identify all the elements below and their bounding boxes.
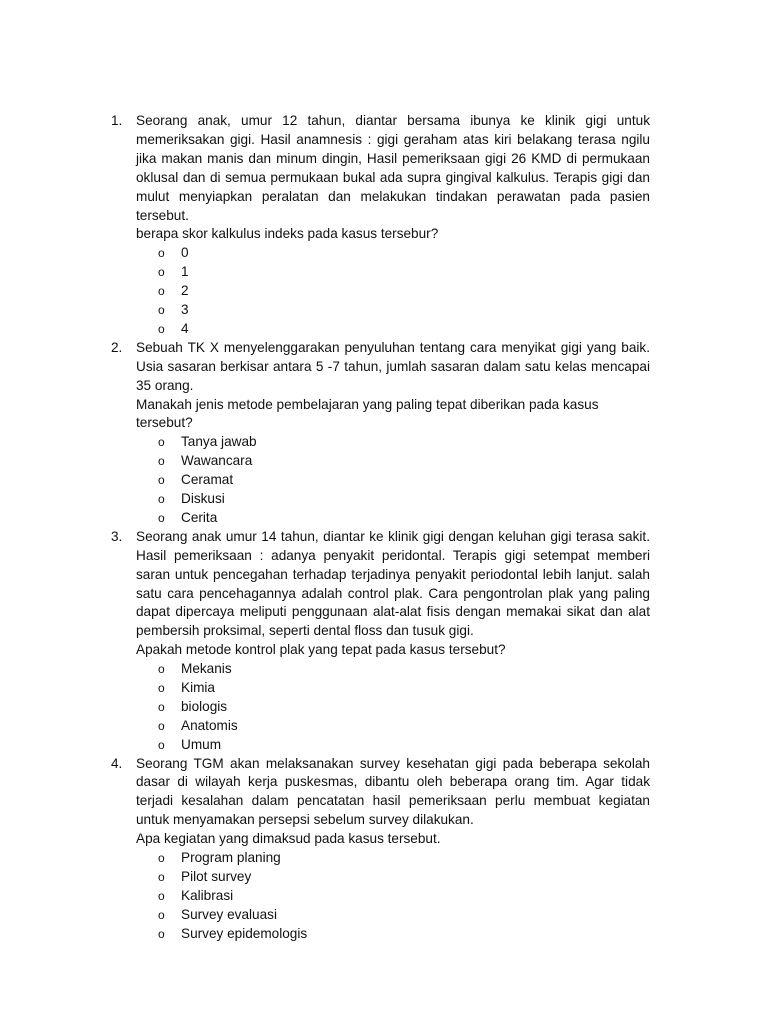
- answer-option: [136, 906, 650, 925]
- answer-option: [136, 925, 650, 944]
- answer-option: [136, 282, 650, 301]
- answer-option: [136, 509, 650, 528]
- question-item-2: [0, 339, 768, 528]
- question-text: Seorang anak, umur 12 tahun, diantar bersama ibunya ke klinik gigi untuk memeriksakan gigi. Hasil anamnesis : gigi geraham atas kiri belakang terasa ngilu jika makan manis dan minum dingin, Hasil pemeriksaan gigi 26 KMD di permukaan oklusal dan di semua permukaan bukal ada supra gingival kalkulus. Terapis gigi dan mulut menyiapkan peralatan dan melakukan tindakan perawatan pada pasien tersebut.: [136, 113, 650, 223]
- answer-option-label: 3: [181, 302, 189, 318]
- answer-option-label: Anatomis: [181, 717, 238, 733]
- answer-option: [136, 849, 650, 868]
- circle-bullet-icon: o: [158, 435, 165, 450]
- question-prompt: Manakah jenis metode pembelajaran yang paling tepat diberikan pada kasus tersebut?: [136, 396, 599, 431]
- answer-option-label: Survey evaluasi: [181, 906, 277, 922]
- question-list: [0, 112, 768, 944]
- answer-option: [136, 244, 650, 263]
- answer-option: [136, 263, 650, 282]
- question-text: Sebuah TK X menyelenggarakan penyuluhan tentang cara menyikat gigi yang baik. Usia sasaran berkisar antara 5 -7 tahun, jumlah sasaran dalam satu kelas mencapai 35 orang.: [136, 339, 650, 393]
- circle-bullet-icon: o: [158, 907, 165, 922]
- answer-option-label: Program planing: [181, 850, 281, 866]
- question-text: Seorang anak umur 14 tahun, diantar ke klinik gigi dengan keluhan gigi terasa sakit. Hasil pemeriksaan : adanya penyakit peridontal. Terapis gigi setempat memberi saran untuk pencegahan terhadap terjadinya penyakit periodontal lebih lanjut. salah satu cara pencehagannya adalah control plak. Cara pengontrolan plak yang paling dapat dipercaya meliputi penggunaan alat-alat fisis dengan memakai sikat dan alat pembersih proksimal, seperti dental floss dan tusuk gigi.: [136, 528, 650, 639]
- circle-bullet-icon: o: [158, 284, 165, 299]
- answer-option: [136, 868, 650, 887]
- question-number: 4.: [111, 755, 123, 771]
- answer-option-label: Mekanis: [181, 661, 232, 677]
- answer-option-label: Kalibrasi: [181, 887, 234, 903]
- circle-bullet-icon: o: [158, 926, 165, 941]
- answer-option-label: Kimia: [181, 680, 215, 696]
- circle-bullet-icon: o: [158, 454, 165, 469]
- answer-option: [136, 320, 650, 339]
- answer-option: [136, 887, 650, 906]
- question-number: 2.: [111, 339, 123, 355]
- question-prompt: Apakah metode kontrol plak yang tepat pada kasus tersebut?: [136, 642, 506, 658]
- circle-bullet-icon: o: [158, 492, 165, 506]
- answer-option: [136, 698, 650, 717]
- answer-option: [136, 679, 650, 698]
- answer-option-label: biologis: [181, 698, 228, 714]
- answer-option-label: Diskusi: [181, 491, 225, 506]
- circle-bullet-icon: o: [158, 888, 165, 903]
- question-prompt: Apa kegiatan yang dimaksud pada kasus tersebut.: [136, 831, 441, 847]
- question-text: Seorang TGM akan melaksanakan survey kesehatan gigi pada beberapa sekolah dasar di wilayah kerja puskesmas, dibantu oleh beberapa orang tim. Agar tidak terjadi kesalahan dalam pencatatan hasil pemeriksaan perlu membuat kegiatan untuk menyamakan persepsi sebelum survey dilakukan.: [136, 755, 650, 828]
- answer-option-label: Tanya jawab: [181, 434, 257, 450]
- answer-option: [136, 471, 650, 490]
- circle-bullet-icon: o: [158, 662, 165, 677]
- question-item-3: [0, 528, 768, 755]
- answer-option-label: 2: [181, 283, 189, 299]
- circle-bullet-icon: o: [158, 870, 165, 884]
- answer-option-label: Umum: [181, 736, 222, 752]
- circle-bullet-icon: o: [158, 473, 165, 488]
- answer-option: [136, 490, 650, 509]
- answer-option-label: 1: [181, 264, 189, 280]
- answer-option: [136, 301, 650, 320]
- circle-bullet-icon: o: [158, 246, 165, 261]
- answer-option: [136, 452, 650, 471]
- circle-bullet-icon: o: [158, 321, 165, 336]
- circle-bullet-icon: o: [158, 265, 165, 280]
- answer-option-label: 0: [181, 245, 189, 261]
- circle-bullet-icon: o: [158, 851, 165, 866]
- answer-option-label: 4: [181, 320, 189, 336]
- answer-option-label: Wawancara: [181, 453, 253, 469]
- answer-option: [136, 660, 650, 679]
- option-list: [136, 849, 650, 943]
- question-item-1: [0, 112, 768, 339]
- answer-option-label: Cerita: [181, 509, 218, 525]
- circle-bullet-icon: o: [158, 681, 165, 696]
- circle-bullet-icon: o: [158, 510, 165, 525]
- question-prompt: berapa skor kalkulus indeks pada kasus tersebur?: [136, 226, 439, 242]
- circle-bullet-icon: o: [158, 737, 165, 752]
- question-number: 1.: [111, 113, 123, 128]
- circle-bullet-icon: o: [158, 699, 165, 714]
- question-item-4: [0, 755, 768, 944]
- answer-option-label: Pilot survey: [181, 869, 252, 884]
- circle-bullet-icon: o: [158, 718, 165, 733]
- answer-option-label: Ceramat: [181, 472, 234, 488]
- answer-option-label: Survey epidemologis: [181, 925, 308, 941]
- question-number: 3.: [111, 528, 123, 544]
- circle-bullet-icon: o: [158, 303, 165, 318]
- option-list: [136, 660, 650, 754]
- option-list: [136, 244, 650, 338]
- answer-option: [136, 717, 650, 736]
- answer-option: [136, 433, 650, 452]
- answer-option: [136, 736, 650, 755]
- option-list: [136, 433, 650, 527]
